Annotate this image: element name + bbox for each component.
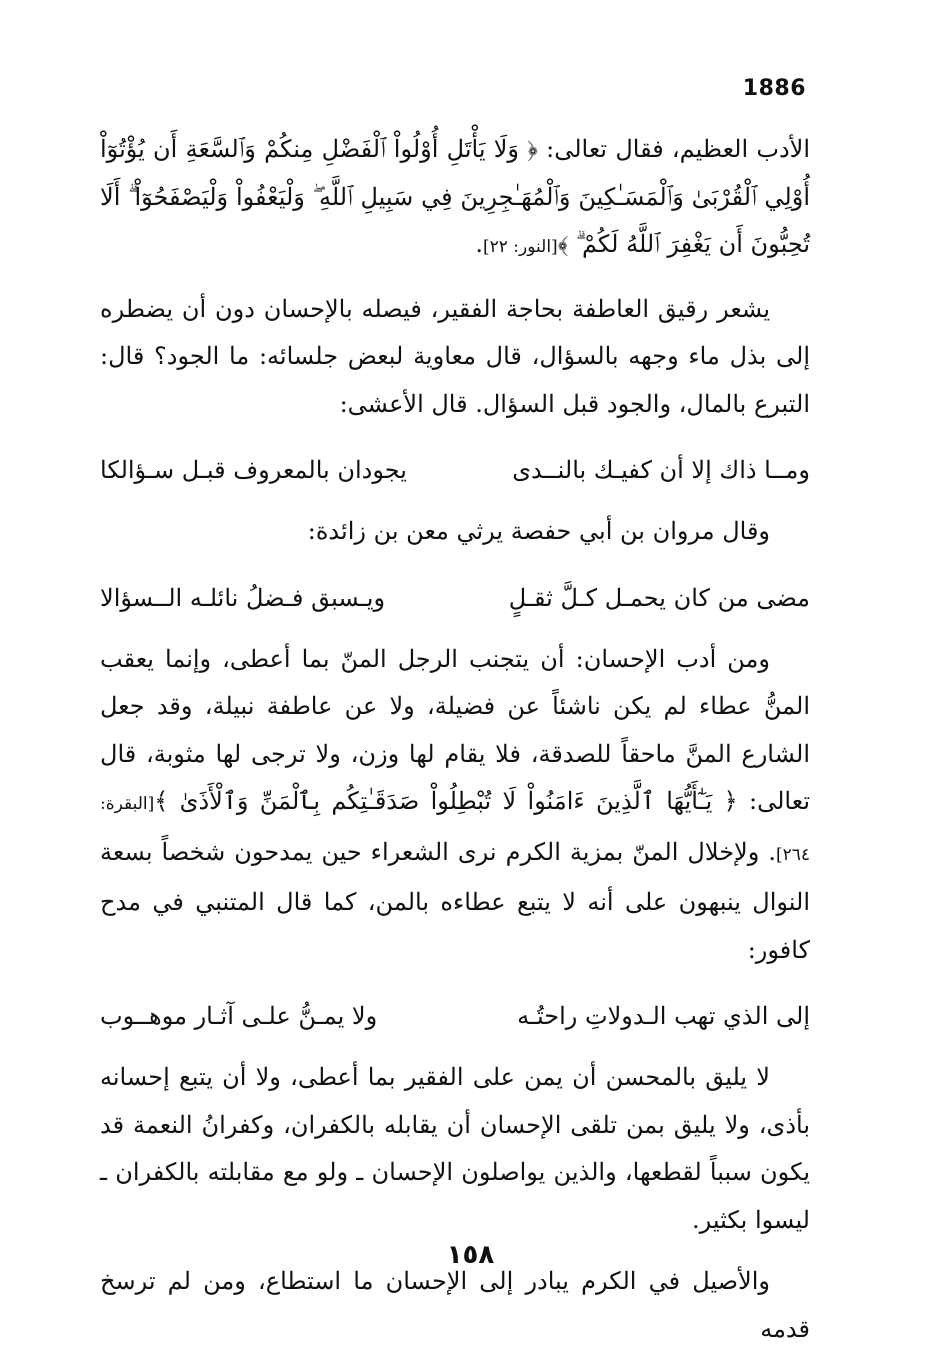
quran-reference-baqara: [البقرة: ٢٦٤] [100, 794, 810, 865]
quran-verse-nur: ﴿ وَلَا يَأْتَلِ أُوْلُواْ ٱلْفَضْلِ مِنكُمْ وَٱلسَّعَةِ أَن يُؤْتُوٓاْ أُوْلِي ٱلْقُرْبَىٰ وَٱلْمَسَـٰكِينَ وَٱلْمُهَـٰجِرِينَ فِي سَبِيلِ ٱللَّهِ ۖ وَلْيَعْفُواْ وَلْيَصْفَحُوٓاْ ۗ أَلَا تُحِبُّونَ أَن يَغْفِرَ ٱللَّهُ لَكُمْ ۗ ﴾ [100, 135, 810, 258]
paragraph-5: لا يليق بالمحسن أن يمن على الفقير بما أعطى، ولا أن يتبع إحسانه بأذى، ولا يليق بمن تلقى الإحسان أن يقابله بالكفران، وكفرانُ النعمة قد يكون سبباً لقطعها، والذين يواصلون الإحسان ـ ولو مع مقابلته بالكفران ـ ليسوا بكثير. [100, 1063, 811, 1234]
paragraph-4-tail: . ولإخلال المنّ بمزية الكرم نرى الشعراء حين يمدحون شخصاً بسعة النوال ينبهون على أنه لا يتبع عطاءه بالمن، كما قال المتنبي في مدح كافور: [100, 837, 810, 964]
paragraph-4-lead: ومن أدب الإحسان: أن يتجنب الرجل المنّ بما أعطى، وإنما يعقب المنُّ عطاء لم يكن ناشئاً عن فضيلة، ولا عن عاطفة نبيلة، وقد جعل الشارع المنَّ ماحقاً للصدقة، فلا يقام لها وزن، ولا ترجى لها مثوبة، قال تعالى: [100, 644, 810, 815]
verse-1-first-hemistich: ومــا ذاك إلا أن كفيـك بالنــدى [512, 456, 810, 484]
quran-verse-baqara: ﴿ يَـٰٓأَيُّهَا ٱلَّذِينَ ءَامَنُواْ لَا تُبْطِلُواْ صَدَقَـٰتِكُم بِٱلْمَنِّ وَٱلْأَذَىٰ ﴾ [154, 787, 738, 815]
page-code: 1886 [742, 76, 806, 101]
quran-reference-nur: [النور: ٢٢] [482, 237, 558, 257]
paragraph-1-lead: الأدب العظيم، فقال تعالى: [537, 135, 810, 163]
page-number: ١٥٨ [446, 1240, 495, 1270]
page-body [100, 126, 810, 1367]
paragraph-2: يشعر رقيق العاطفة بحاجة الفقير، فيصله بالإحسان دون أن يضطره إلى بذل ماء وجهه بالسؤال، قال معاوية لبعض جلسائه: ما الجود؟ قال: التبرع بالمال، والجود قبل السؤال. قال الأعشى: [100, 294, 810, 418]
poem-verse-1 [100, 442, 810, 498]
paragraph-4 [100, 636, 810, 975]
poem-verse-2 [100, 570, 810, 626]
poem-verse-3 [100, 988, 810, 1044]
paragraph-3: وقال مروان بن أبي حفصة يرثي معن بن زائدة: [307, 517, 770, 545]
paragraph-1 [100, 126, 810, 272]
verse-2-first-hemistich: مضى من كان يحمـل كـلَّ ثقـلٍ [508, 583, 810, 612]
paragraph-1-tail: . [475, 230, 483, 258]
verse-2-second-hemistich: ويـسبق فـضلُ نائلـه الــسؤالا [100, 583, 386, 612]
verse-1-second-hemistich: يجودان بالمعروف قبـل سـؤالكا [100, 456, 407, 484]
paragraph-6: والأصيل في الكرم يبادر إلى الإحسان ما استطاع، ومن لم ترسخ قدمه [100, 1267, 810, 1343]
verse-3-second-hemistich: ولا يمـنُّ علـى آثـار موهــوب [100, 1002, 378, 1030]
verse-3-first-hemistich: إلى الذي تهب الـدولاتِ راحتُـه [517, 1002, 810, 1030]
